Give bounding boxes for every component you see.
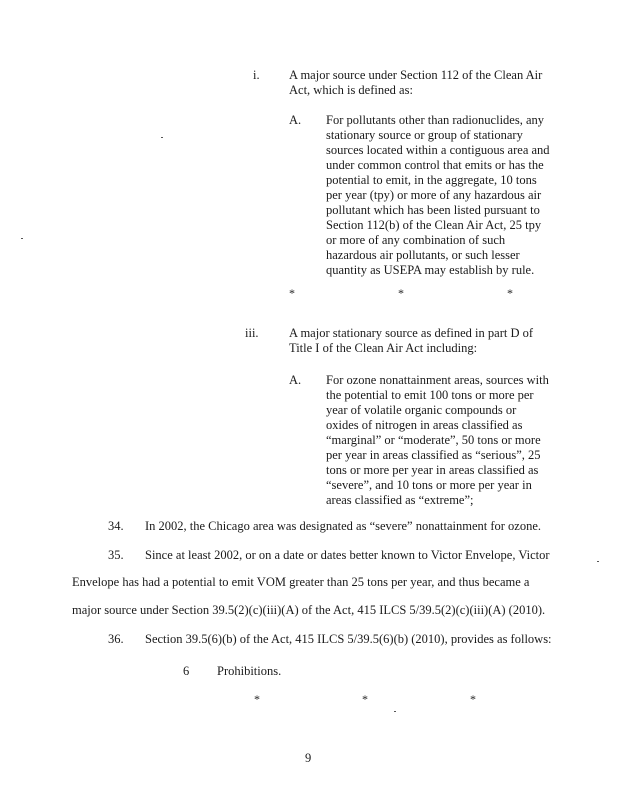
section-6-title: Prohibitions. [217,664,282,678]
item-iii-text [289,326,533,356]
scan-speck [161,137,163,138]
item-i-label: i. [253,68,260,82]
item-iii-a-line: the potential to emit 100 tons or more per [326,388,534,402]
ellipsis-star: * [289,286,295,300]
item-iii-a-line: tons or more per year in areas classified as [326,463,539,477]
item-i-a-line: or more of any combination of such [326,233,506,247]
item-i-a-line: potential to emit, in the aggregate, 10 tons [326,173,537,187]
page-number: 9 [305,751,312,765]
item-i-line: A major source under Section 112 of the Clean Air [289,68,543,82]
item-iii-a-line: year of volatile organic compounds or [326,403,517,417]
item-i-a-text [326,113,550,278]
item-iii-a-line: oxides of nitrogen in areas classified as [326,418,523,432]
item-iii-line: Title I of the Clean Air Act including: [289,341,478,355]
item-iii-a-line: “marginal” or “moderate”, 50 tons or more [326,433,541,447]
item-i-a-line: For pollutants other than radionuclides, any [326,113,545,127]
para-35-number: 35. [108,548,124,562]
para-34-number: 34. [108,519,124,533]
para-36-text: Section 39.5(6)(b) of the Act, 415 ILCS 5/39.5(6)(b) (2010), provides as follows: [145,632,552,646]
ellipsis-star: * [362,692,368,706]
item-i-line: Act, which is defined as: [289,83,413,97]
item-iii-a-line: For ozone nonattainment areas, sources with [326,373,549,387]
item-iii-a-label: A. [289,373,302,387]
para-35-line: Since at least 2002, or on a date or dates better known to Victor Envelope, Victor [145,548,550,562]
item-i-a-label: A. [289,113,302,127]
scan-speck [597,561,599,562]
item-i-a-line: quantity as USEPA may establish by rule. [326,263,535,277]
ellipsis-star: * [470,692,476,706]
item-i-a-line: stationary source or group of stationary [326,128,523,142]
section-6-number: 6 [183,664,190,678]
para-34-text: In 2002, the Chicago area was designated as “severe” nonattainment for ozone. [145,519,542,533]
item-iii-a-line: areas classified as “extreme”; [326,493,474,507]
para-36-number: 36. [108,632,124,646]
item-i-a-line: per year (tpy) or more of any hazardous air [326,188,542,202]
para-35-line: major source under Section 39.5(2)(c)(iii)(A) of the Act, 415 ILCS 5/39.5(2)(c)(iii)(A) (2010). [72,603,546,617]
item-iii-a-line: “severe”, and 10 tons or more per year in [326,478,532,492]
item-iii-line: A major stationary source as defined in part D of [289,326,534,340]
item-iii-a-text [326,373,549,508]
item-i-a-line: hazardous air pollutants, or such lesser [326,248,520,262]
ellipsis-star: * [398,286,404,300]
item-i-a-line: sources located within a contiguous area and [326,143,550,157]
item-iii-a-line: per year in areas classified as “serious”, 25 [326,448,541,462]
item-i-a-line: Section 112(b) of the Clean Air Act, 25 tpy [326,218,542,232]
ellipsis-star: * [507,286,513,300]
scan-speck [21,238,23,239]
para-35-line: Envelope has had a potential to emit VOM greater than 25 tons per year, and thus became a [72,575,530,589]
item-i-a-line: pollutant which has been listed pursuant to [326,203,540,217]
item-i-text [289,68,542,98]
ellipsis-star: * [254,692,260,706]
scan-speck [394,711,396,712]
item-i-a-line: under common control that emits or has the [326,158,544,172]
item-iii-label: iii. [245,326,259,340]
